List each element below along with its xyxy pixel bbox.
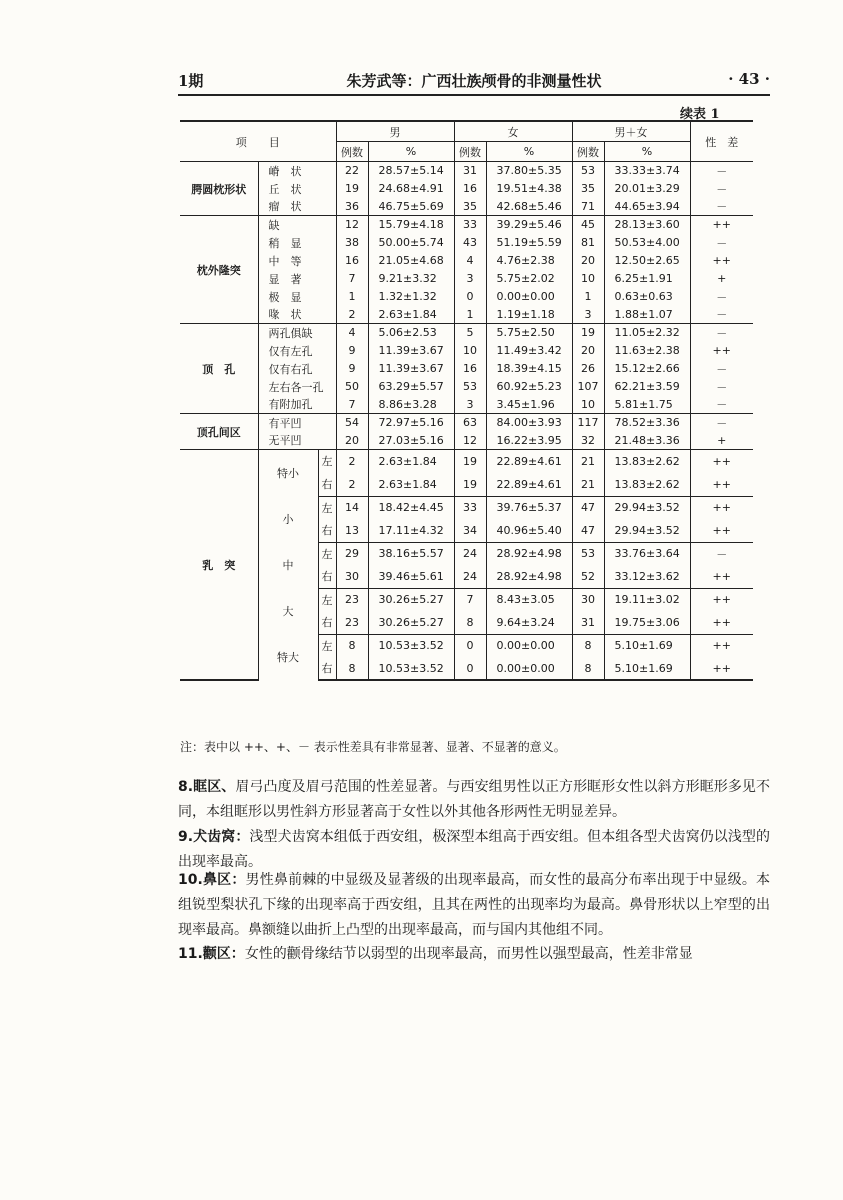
item-label: 有平凹	[258, 414, 336, 432]
male-percent: 28.57±5.14	[368, 162, 454, 180]
male-count: 9	[336, 342, 368, 360]
total-count: 21	[572, 450, 604, 473]
female-percent: 9.64±3.24	[486, 611, 572, 634]
group-label: 顶孔间区	[180, 414, 258, 450]
total-count: 53	[572, 162, 604, 180]
total-percent: 13.83±2.62	[604, 473, 690, 496]
total-percent: 62.21±3.59	[604, 378, 690, 396]
female-percent: 8.43±3.05	[486, 588, 572, 611]
female-percent: 11.49±3.42	[486, 342, 572, 360]
total-percent: 33.76±3.64	[604, 542, 690, 565]
female-count: 16	[454, 360, 486, 378]
female-count: 5	[454, 324, 486, 342]
sex-difference: ++	[690, 216, 753, 234]
total-percent: 29.94±3.52	[604, 519, 690, 542]
male-percent: 21.05±4.68	[368, 252, 454, 270]
table-row	[180, 414, 753, 432]
female-count: 8	[454, 611, 486, 634]
male-percent: 27.03±5.16	[368, 432, 454, 450]
sex-difference: －	[690, 324, 753, 342]
item-label: 稍 显	[258, 234, 336, 252]
issue-number: 1期	[178, 72, 204, 90]
sex-difference: －	[690, 288, 753, 306]
sex-difference: ++	[690, 588, 753, 611]
female-percent: 51.19±5.59	[486, 234, 572, 252]
table-row	[180, 496, 753, 519]
item-label: 丘 状	[258, 180, 336, 198]
male-percent: 11.39±3.67	[368, 342, 454, 360]
total-percent: 29.94±3.52	[604, 496, 690, 519]
table-row	[180, 270, 753, 288]
table-row	[180, 216, 753, 234]
total-count: 26	[572, 360, 604, 378]
male-count: 7	[336, 396, 368, 414]
total-percent: 5.81±1.75	[604, 396, 690, 414]
side-label: 左	[318, 634, 336, 657]
female-percent: 39.76±5.37	[486, 496, 572, 519]
female-percent: 39.29±5.46	[486, 216, 572, 234]
total-count: 47	[572, 519, 604, 542]
male-percent: 1.32±1.32	[368, 288, 454, 306]
female-percent: 0.00±0.00	[486, 288, 572, 306]
male-count: 7	[336, 270, 368, 288]
female-count: 43	[454, 234, 486, 252]
item-label: 缺	[258, 216, 336, 234]
male-percent: 10.53±3.52	[368, 634, 454, 657]
total-percent: 28.13±3.60	[604, 216, 690, 234]
sex-difference: ++	[690, 450, 753, 473]
male-percent: 17.11±4.32	[368, 519, 454, 542]
col-item-header: 项 目	[180, 121, 336, 162]
male-count: 23	[336, 611, 368, 634]
size-label: 中	[258, 542, 318, 588]
sex-difference: －	[690, 542, 753, 565]
table-row	[180, 360, 753, 378]
total-count: 45	[572, 216, 604, 234]
female-percent: 84.00±3.93	[486, 414, 572, 432]
table-row	[180, 588, 753, 611]
male-count: 12	[336, 216, 368, 234]
female-percent: 18.39±4.15	[486, 360, 572, 378]
male-count: 9	[336, 360, 368, 378]
female-percent: 22.89±4.61	[486, 473, 572, 496]
female-count: 7	[454, 588, 486, 611]
total-percent: 5.10±1.69	[604, 657, 690, 680]
paragraph-text: 浅型犬齿窝本组低于西安组，极深型本组高于西安组。但本组各型犬齿窝仍以浅型的出现率最高。	[178, 829, 770, 870]
male-n-header: 例数	[336, 142, 368, 162]
group-label: 枕外隆突	[180, 216, 258, 324]
male-percent: 38.16±5.57	[368, 542, 454, 565]
male-count: 4	[336, 324, 368, 342]
male-count: 13	[336, 519, 368, 542]
paragraph-label: 8.眶区、	[178, 779, 236, 795]
female-percent: 28.92±4.98	[486, 565, 572, 588]
male-percent: 2.63±1.84	[368, 450, 454, 473]
sex-difference: －	[690, 162, 753, 180]
paragraph-text: 眉弓凸度及眉弓范围的性差显著。与西安组男性以正方形眶形女性以斜方形眶形多见不同，本组眶形以男性斜方形显著高于女性以外其他各形两性无明显差异。	[178, 779, 771, 820]
female-percent: 1.19±1.18	[486, 306, 572, 324]
both-n-header: 例数	[572, 142, 604, 162]
female-count: 16	[454, 180, 486, 198]
total-percent: 44.65±3.94	[604, 198, 690, 216]
female-percent: 60.92±5.23	[486, 378, 572, 396]
table-row	[180, 198, 753, 216]
female-percent: 28.92±4.98	[486, 542, 572, 565]
male-count: 16	[336, 252, 368, 270]
total-count: 20	[572, 342, 604, 360]
size-label: 特小	[258, 450, 318, 497]
side-label: 右	[318, 473, 336, 496]
side-label: 右	[318, 565, 336, 588]
female-count: 0	[454, 657, 486, 680]
male-percent: 15.79±4.18	[368, 216, 454, 234]
total-percent: 1.88±1.07	[604, 306, 690, 324]
total-count: 1	[572, 288, 604, 306]
table-note: 注：表中以 ++、+、－ 表示性差具有非常显著、显著、不显著的意义。	[180, 740, 566, 754]
total-count: 30	[572, 588, 604, 611]
male-percent: 9.21±3.32	[368, 270, 454, 288]
total-count: 107	[572, 378, 604, 396]
total-percent: 6.25±1.91	[604, 270, 690, 288]
item-label: 仅有右孔	[258, 360, 336, 378]
col-male-header: 男	[336, 121, 454, 142]
item-label: 两孔俱缺	[258, 324, 336, 342]
female-percent: 5.75±2.50	[486, 324, 572, 342]
male-percent: 2.63±1.84	[368, 473, 454, 496]
male-count: 2	[336, 473, 368, 496]
female-percent: 16.22±3.95	[486, 432, 572, 450]
female-count: 24	[454, 542, 486, 565]
sex-difference: －	[690, 234, 753, 252]
total-count: 35	[572, 180, 604, 198]
total-count: 31	[572, 611, 604, 634]
female-count: 19	[454, 473, 486, 496]
table-row	[180, 324, 753, 342]
female-percent: 0.00±0.00	[486, 634, 572, 657]
female-count: 10	[454, 342, 486, 360]
table-row	[180, 542, 753, 565]
item-label: 嵴 状	[258, 162, 336, 180]
total-percent: 11.05±2.32	[604, 324, 690, 342]
table-row	[180, 306, 753, 324]
side-label: 左	[318, 542, 336, 565]
female-count: 33	[454, 496, 486, 519]
male-percent: 24.68±4.91	[368, 180, 454, 198]
male-percent: 63.29±5.57	[368, 378, 454, 396]
total-count: 47	[572, 496, 604, 519]
female-percent: 22.89±4.61	[486, 450, 572, 473]
item-label: 极 显	[258, 288, 336, 306]
paragraph-text: 男性鼻前棘的中显级及显著级的出现率最高，而女性的最高分布率出现于中显级。本组锐型梨状孔下缘的出现率高于西安组，且其在两性的出现率均为最高。鼻骨形状以上窄型的出现率最高。鼻额缝以曲折上凸型的出现率最高，而与国内其他组不同。	[178, 872, 770, 938]
total-percent: 15.12±2.66	[604, 360, 690, 378]
female-n-header: 例数	[454, 142, 486, 162]
item-label: 中 等	[258, 252, 336, 270]
male-count: 23	[336, 588, 368, 611]
male-percent: 30.26±5.27	[368, 611, 454, 634]
both-pct-header: %	[604, 142, 690, 162]
group-label: 顶 孔	[180, 324, 258, 414]
item-label: 左右各一孔	[258, 378, 336, 396]
male-count: 54	[336, 414, 368, 432]
female-count: 31	[454, 162, 486, 180]
table-row	[180, 396, 753, 414]
male-percent: 8.86±3.28	[368, 396, 454, 414]
male-count: 2	[336, 306, 368, 324]
total-percent: 13.83±2.62	[604, 450, 690, 473]
col-both-header: 男＋女	[572, 121, 690, 142]
total-percent: 5.10±1.69	[604, 634, 690, 657]
total-percent: 33.33±3.74	[604, 162, 690, 180]
female-percent: 37.80±5.35	[486, 162, 572, 180]
male-percent: 72.97±5.16	[368, 414, 454, 432]
paragraph-label: 9.犬齿窝：	[178, 829, 250, 845]
side-label: 左	[318, 496, 336, 519]
sex-difference: －	[690, 180, 753, 198]
running-title: 朱芳武等：广西壮族颅骨的非测量性状	[346, 72, 602, 90]
female-pct-header: %	[486, 142, 572, 162]
total-percent: 50.53±4.00	[604, 234, 690, 252]
male-count: 1	[336, 288, 368, 306]
size-label: 大	[258, 588, 318, 634]
sex-difference: －	[690, 198, 753, 216]
female-percent: 5.75±2.02	[486, 270, 572, 288]
male-count: 2	[336, 450, 368, 473]
total-percent: 20.01±3.29	[604, 180, 690, 198]
page-number: · 43 ·	[728, 70, 770, 88]
female-count: 1	[454, 306, 486, 324]
table-row	[180, 450, 753, 473]
table-row	[180, 432, 753, 450]
sex-difference: ++	[690, 252, 753, 270]
male-percent: 18.42±4.45	[368, 496, 454, 519]
col-female-header: 女	[454, 121, 572, 142]
total-count: 21	[572, 473, 604, 496]
male-percent: 30.26±5.27	[368, 588, 454, 611]
male-percent: 2.63±1.84	[368, 306, 454, 324]
male-percent: 50.00±5.74	[368, 234, 454, 252]
table-row	[180, 342, 753, 360]
sex-difference: ++	[690, 565, 753, 588]
table-row	[180, 378, 753, 396]
male-count: 8	[336, 634, 368, 657]
sex-difference: ++	[690, 657, 753, 680]
group-label: 乳 突	[180, 450, 258, 681]
male-count: 38	[336, 234, 368, 252]
sex-difference: ++	[690, 519, 753, 542]
female-count: 3	[454, 396, 486, 414]
sex-difference: ++	[690, 473, 753, 496]
total-count: 10	[572, 396, 604, 414]
total-percent: 12.50±2.65	[604, 252, 690, 270]
female-count: 0	[454, 634, 486, 657]
sex-difference: －	[690, 306, 753, 324]
total-percent: 0.63±0.63	[604, 288, 690, 306]
total-count: 19	[572, 324, 604, 342]
paragraph-text: 女性的颧骨缘结节以弱型的出现率最高，而男性以强型最高，性差非常显	[244, 946, 693, 962]
male-count: 20	[336, 432, 368, 450]
male-percent: 11.39±3.67	[368, 360, 454, 378]
table-caption: 续表 1	[680, 107, 720, 122]
col-sexdiff-header: 性 差	[690, 121, 753, 162]
female-count: 0	[454, 288, 486, 306]
item-label: 无平凹	[258, 432, 336, 450]
total-count: 81	[572, 234, 604, 252]
total-count: 53	[572, 542, 604, 565]
side-label: 左	[318, 588, 336, 611]
total-count: 8	[572, 657, 604, 680]
total-count: 71	[572, 198, 604, 216]
male-count: 14	[336, 496, 368, 519]
male-count: 22	[336, 162, 368, 180]
table-row	[180, 288, 753, 306]
item-label: 仅有左孔	[258, 342, 336, 360]
side-label: 右	[318, 657, 336, 680]
total-percent: 11.63±2.38	[604, 342, 690, 360]
paragraph-8	[178, 775, 770, 825]
side-label: 右	[318, 611, 336, 634]
group-label: 腭圆枕形状	[180, 162, 258, 216]
paragraph-label: 10.鼻区：	[178, 872, 246, 888]
male-count: 8	[336, 657, 368, 680]
female-count: 24	[454, 565, 486, 588]
female-count: 3	[454, 270, 486, 288]
paragraph-label: 11.颧区：	[178, 946, 245, 962]
female-count: 19	[454, 450, 486, 473]
female-percent: 40.96±5.40	[486, 519, 572, 542]
paragraph-10	[178, 868, 770, 943]
sex-difference: +	[690, 270, 753, 288]
item-label: 瘤 状	[258, 198, 336, 216]
male-percent: 46.75±5.69	[368, 198, 454, 216]
total-count: 117	[572, 414, 604, 432]
female-count: 4	[454, 252, 486, 270]
sex-difference: －	[690, 414, 753, 432]
item-label: 喙 状	[258, 306, 336, 324]
female-count: 33	[454, 216, 486, 234]
sex-difference: ++	[690, 611, 753, 634]
male-count: 30	[336, 565, 368, 588]
item-label: 有附加孔	[258, 396, 336, 414]
total-count: 10	[572, 270, 604, 288]
total-count: 52	[572, 565, 604, 588]
sex-difference: ++	[690, 496, 753, 519]
page-header	[178, 70, 770, 92]
female-count: 53	[454, 378, 486, 396]
female-count: 35	[454, 198, 486, 216]
sex-difference: －	[690, 378, 753, 396]
male-count: 36	[336, 198, 368, 216]
total-percent: 19.75±3.06	[604, 611, 690, 634]
total-count: 20	[572, 252, 604, 270]
total-percent: 33.12±3.62	[604, 565, 690, 588]
female-count: 63	[454, 414, 486, 432]
table-row	[180, 252, 753, 270]
female-count: 12	[454, 432, 486, 450]
female-percent: 42.68±5.46	[486, 198, 572, 216]
female-percent: 0.00±0.00	[486, 657, 572, 680]
female-percent: 3.45±1.96	[486, 396, 572, 414]
sex-difference: －	[690, 396, 753, 414]
male-count: 50	[336, 378, 368, 396]
male-percent: 5.06±2.53	[368, 324, 454, 342]
sex-difference: ++	[690, 342, 753, 360]
item-label: 显 著	[258, 270, 336, 288]
female-percent: 19.51±4.38	[486, 180, 572, 198]
data-table	[180, 120, 753, 681]
total-percent: 78.52±3.36	[604, 414, 690, 432]
side-label: 右	[318, 519, 336, 542]
male-percent: 10.53±3.52	[368, 657, 454, 680]
size-label: 特大	[258, 634, 318, 680]
sex-difference: －	[690, 360, 753, 378]
table-row	[180, 162, 753, 180]
table-row	[180, 180, 753, 198]
female-percent: 4.76±2.38	[486, 252, 572, 270]
female-count: 34	[454, 519, 486, 542]
size-label: 小	[258, 496, 318, 542]
side-label: 左	[318, 450, 336, 473]
header-rule	[178, 94, 770, 96]
male-pct-header: %	[368, 142, 454, 162]
paragraph-11	[178, 942, 770, 967]
total-percent: 21.48±3.36	[604, 432, 690, 450]
sex-difference: ++	[690, 634, 753, 657]
male-count: 29	[336, 542, 368, 565]
sex-difference: +	[690, 432, 753, 450]
total-count: 8	[572, 634, 604, 657]
male-percent: 39.46±5.61	[368, 565, 454, 588]
total-count: 3	[572, 306, 604, 324]
table-row	[180, 634, 753, 657]
total-count: 32	[572, 432, 604, 450]
table-row	[180, 234, 753, 252]
male-count: 19	[336, 180, 368, 198]
total-percent: 19.11±3.02	[604, 588, 690, 611]
